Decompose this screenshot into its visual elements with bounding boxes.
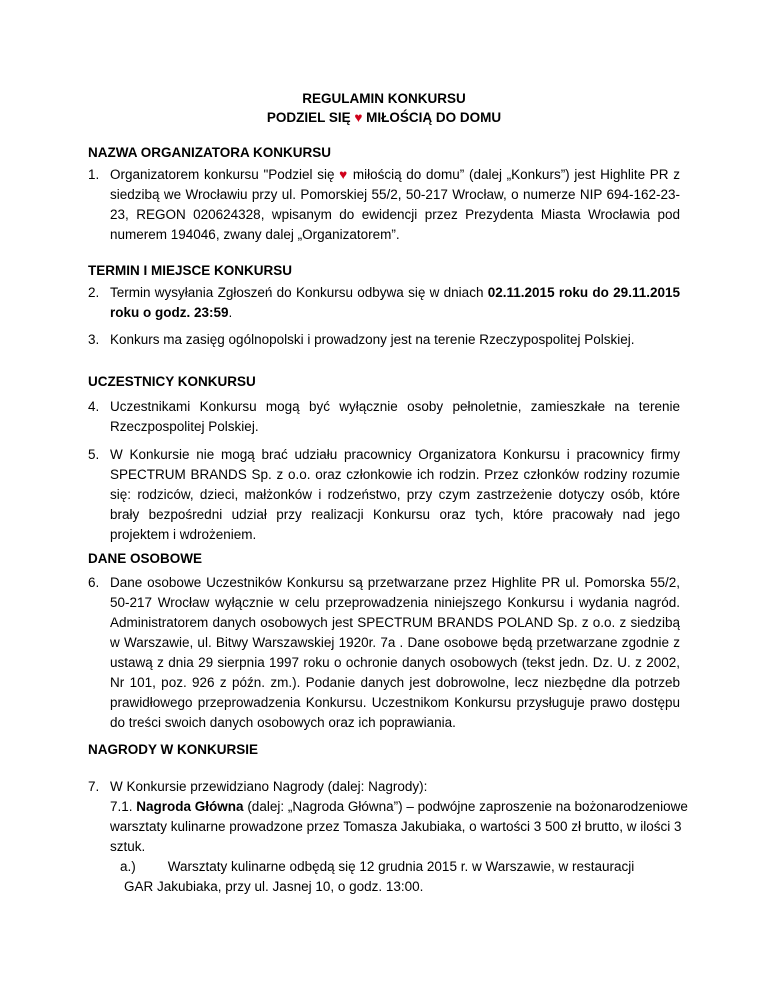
paragraph-number: 2. <box>88 285 100 300</box>
heart-icon: ♥ <box>354 110 363 125</box>
paragraph-number: 6. <box>88 575 100 590</box>
paragraph-number: 5. <box>88 447 100 462</box>
section-heading-participants: UCZESTNICY KONKURSU <box>88 374 256 389</box>
document-title: REGULAMIN KONKURSU <box>302 91 466 106</box>
paragraph-7: 7. W Konkursie przewidziano Nagrody (dalej: Nagrody): <box>88 777 680 797</box>
section-heading-prizes: NAGRODY W KONKURSIE <box>88 742 259 757</box>
heart-icon: ♥ <box>339 167 349 182</box>
paragraph-number: 3. <box>88 332 100 347</box>
paragraph-number: 1. <box>88 167 100 182</box>
paragraph-6: 6. Dane osobowe Uczestników Konkursu są przetwarzane przez Highlite PR ul. Pomorska 55/2, 50-217 Wrocław wyłącznie w celu przeprowadzenia niniejszego Konkursu i wydania nagród. Administratorem danych osobowych jest SPECTRUM BRANDS POLAND Sp. z o.o. z siedzibą w Warszawie, ul. Bitwy Warszawskiej 1920r. 7a . Dane osobowe będą przetwarzane zgodnie z ustawą z dnia 29 sierpnia 1997 roku o ochronie danych osobowych (tekst jedn. Dz. U. z 2002, Nr 101, poz. 926 z późn. zm.). Podanie danych jest dobrowolne, lecz niezbędne dla potrzeb prawidłowego przeprowadzenia Konkursu. Uczestnikom Konkursu przysługuje prawo dostępu do treści swoich danych osobowych oraz ich poprawiania. <box>88 575 680 730</box>
paragraph-number: 4. <box>88 399 100 414</box>
paragraph-2: 2. Termin wysyłania Zgłoszeń do Konkursu odbywa się w dniach 02.11.2015 roku do 29.11.2015 roku o godz. 23:59. <box>88 285 680 320</box>
document-subtitle: PODZIEL SIĘ ♥ MIŁOŚCIĄ DO DOMU <box>266 110 502 125</box>
section-heading-personal-data: DANE OSOBOWE <box>88 551 203 566</box>
section-heading-organizer: NAZWA ORGANIZATORA KONKURSU <box>88 145 331 160</box>
section-heading-term: TERMIN I MIEJSCE KONKURSU <box>88 263 293 278</box>
paragraph-4: 4. Uczestnikami Konkursu mogą być wyłącznie osoby pełnoletnie, zamieszkałe na terenie Rzeczpospolitej Polskiej. <box>88 399 680 434</box>
paragraph-number: a.) <box>120 859 136 874</box>
paragraph-1: 1. Organizatorem konkursu "Podziel się ♥ miłością do domu” (dalej „Konkurs”) jest Highlite PR z siedzibą we Wrocławiu przy ul. Pomorskiej 55/2, 50-217 Wrocław, o numerze NIP 694-162-23-23, REGON 020624328, wpisanym do ewidencji przez Prezydenta Miasta Wrocławia pod numerem 194046, zwany dalej „Organizatorem”. <box>88 167 680 242</box>
paragraph-5: 5. W Konkursie nie mogą brać udziału pracownicy Organizatora Konkursu i pracownicy firmy SPECTRUM BRANDS Sp. z o.o. oraz członkowie ich rodzin. Przez członków rodziny rozumie się: rodziców, dzieci, małżonków i rodzeństwo, przy czym zastrzeżenie dotyczy osób, które brały bezpośredni udział przy realizacji Konkursu oraz tych, które pracowały nad jego projektem i wdrożeniem. <box>88 447 680 542</box>
paragraph-number: 7.1. <box>110 799 133 814</box>
paragraph-number: 7. <box>88 779 100 794</box>
paragraph-7-1: 7.1. Nagroda Główna (dalej: „Nagroda Główna”) – podwójne zaproszenie na bożonarodzeniowe warsztaty kulinarne prowadzone przez Tomasza Jakubiaka, o wartości 3 500 zł brutto, w ilości 3 sztuk. <box>110 799 688 854</box>
paragraph-3: 3. Konkurs ma zasięg ogólnopolski i prowadzony jest na terenie Rzeczypospolitej Polskiej. <box>88 330 680 350</box>
paragraph-7-1-a: a.) Warsztaty kulinarne odbędą się 12 grudnia 2015 r. w Warszawie, w restauracji GAR Jakubiaka, przy ul. Jasnej 10, o godz. 13:00. <box>120 859 635 894</box>
